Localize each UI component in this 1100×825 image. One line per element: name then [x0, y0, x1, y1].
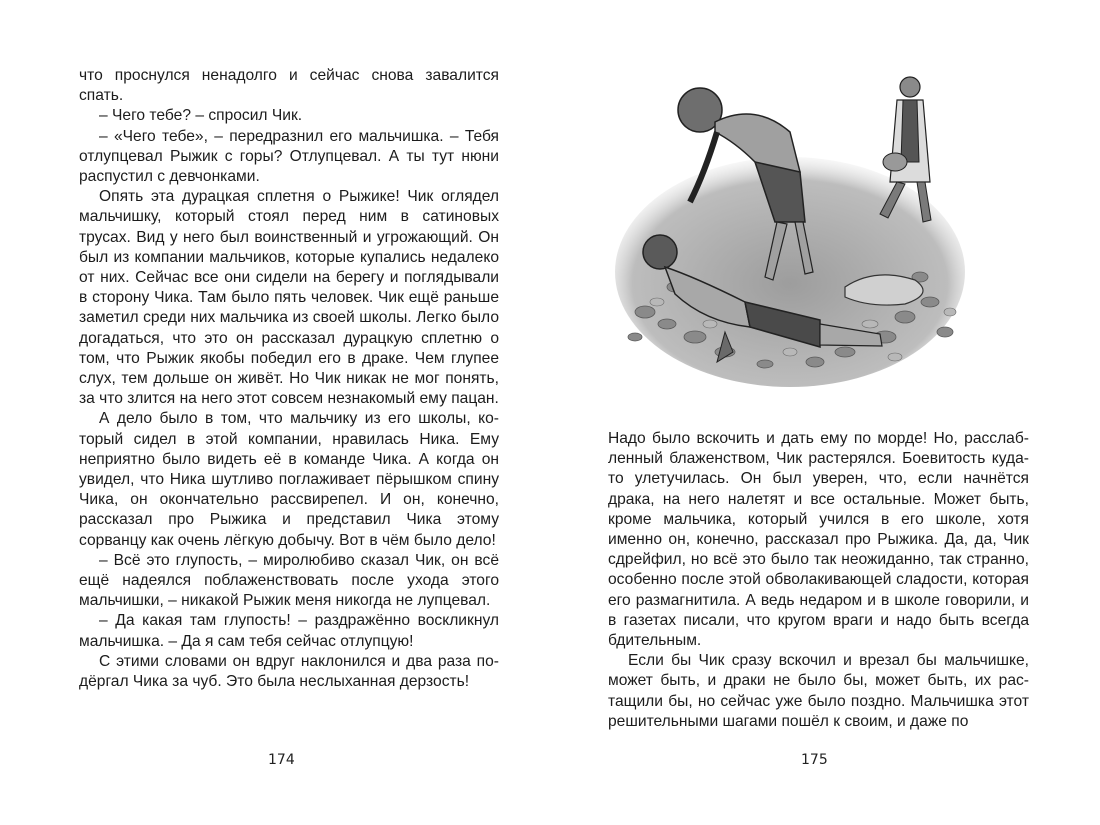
- beach-fight-illustration: [605, 62, 967, 398]
- paragraph: – Чего тебе? – спросил Чик.: [99, 107, 303, 125]
- paragraph: Если бы Чик сразу вскочил и врезал бы мальчишке, может быть, и драки не было бы, может быть, их растащили бы, но сейчас уже было поздно. Мальчишка этот решительными шагами пошёл к своим, и даже по: [608, 652, 1029, 730]
- paragraph: – «Чего тебе», – передразнил его мальчишка. – Тебя отлупцевал Рыжик с горы? Отлупцевал. А ты тут нюни распустил с девчонками.: [79, 127, 499, 186]
- paragraph: Надо было вскочить и дать ему по морде! Но, расслабленный блаженством, Чик растерялся. Боевитость куда-то улетучилась. Он был уверен, что, если начнётся драка, на него налетят и все остальные. Может быть, кроме мальчика, который учился в его школе, хотя именно он, конечно, рассказал про Рыжика. Да, да, Чик сдрейфил, но всё это было так неожиданно, так странно, особенно после этой обволакивающей сладости, которая его размагнитила. А ведь недаром и в школе говорили, и в газетах писали, что кругом враги и надо быть всегда бдительным.: [608, 430, 1029, 650]
- page-number: 174: [268, 752, 295, 768]
- paragraph: С этими словами он вдруг наклонился и два раза подёргал Чика за чуб. Это была неслыханная дерзость!: [79, 652, 499, 691]
- right-page: [550, 0, 1100, 825]
- left-page-text: [79, 66, 499, 692]
- paragraph: А дело было в том, что мальчику из его школы, который сидел в этой компании, нравилась Ника. Ему неприятно было видеть её в команде Чика. А когда он увидел, что Ника шутливо поглаживает пёрышком спину Чика, он окончательно рассвирепел. И он, конечно, рассказал про Рыжика и представил Чика этому сорванцу как очень лёгкую добычу. Вот в чём было дело!: [79, 410, 499, 549]
- paragraph: Опять эта дурацкая сплетня о Рыжике! Чик оглядел мальчишку, который стоял перед ним в сатиновых трусах. Вид у него был воинственный и угрожающий. Он был из компании мальчиков, которые купались недалеко от них. Сейчас все они сидели на берегу и поглядывали в сторону Чика. Там было пять человек. Чик ещё раньше заметил среди них мальчика из своей школы. Легко было догадаться, что это он рассказал дурацкую сплетню о том, что Рыжик якобы победил его в драке. Чем глупее слух, тем дольше он живёт. Но Чик никак не мог понять, за что злится на него этот совсем незнакомый ему пацан.: [79, 188, 499, 408]
- right-page-text: [608, 429, 1029, 732]
- page-number: 175: [801, 752, 828, 768]
- paragraph: – Да какая там глупость! – раздражённо воскликнул мальчишка. – Да я сам тебя сейчас отлупцую!: [79, 612, 499, 650]
- paragraph: – Всё это глупость, – миролюбиво сказал Чик, он всё ещё надеялся поблаженствовать после ухода этого мальчишки, – никакой Рыжик меня никогда не лупцевал.: [79, 551, 499, 610]
- paragraph: что проснулся ненадолго и сейчас снова завалится спать.: [79, 67, 499, 105]
